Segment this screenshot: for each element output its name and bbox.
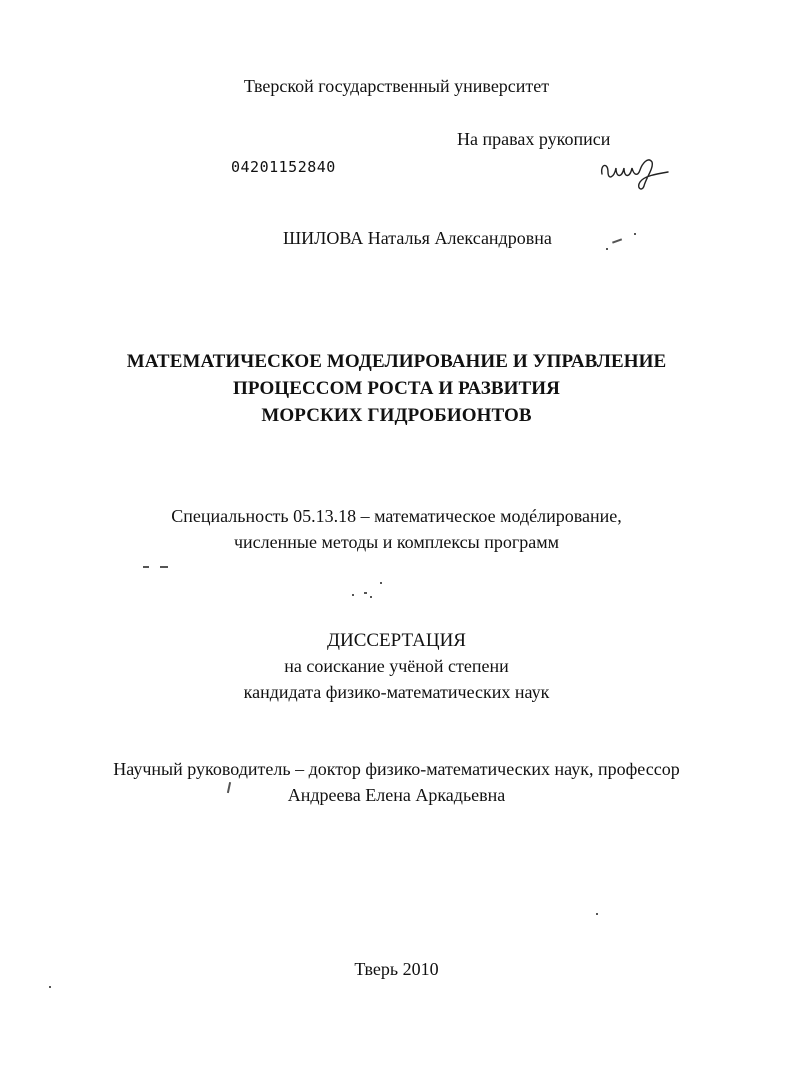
scan-speck: [160, 566, 168, 568]
supervisor-line-1: Научный руководитель – доктор физико-математических наук, профессор: [113, 759, 680, 779]
scan-speck: [380, 582, 382, 584]
scan-speck: [596, 913, 598, 915]
author-signature: [596, 152, 676, 192]
specialty-line-1: Специальность 05.13.18 – математическое модéлирование,: [171, 506, 622, 526]
scan-speck: [143, 566, 149, 568]
city-year: Тверь 2010: [354, 959, 439, 979]
thesis-title-line-1: МАТЕМАТИЧЕСКОЕ МОДЕЛИРОВАНИЕ И УПРАВЛЕНИЕ: [126, 351, 667, 372]
university-name: Тверской государственный университет: [243, 76, 550, 96]
thesis-title-line-2: ПРОЦЕССОМ РОСТА И РАЗВИТИЯ: [232, 378, 561, 399]
scan-speck: [364, 592, 367, 594]
rights-note: На правах рукописи: [457, 129, 611, 149]
author-name: ШИЛОВА Наталья Александровна: [283, 228, 552, 248]
degree-line-1: на соискание учёной степени: [284, 656, 509, 676]
scan-speck: [352, 594, 354, 596]
scan-speck: [634, 233, 636, 235]
registration-number: 04201152840: [231, 158, 336, 176]
scan-speck: [370, 596, 372, 598]
thesis-title-line-3: МОРСКИХ ГИДРОБИОНТОВ: [261, 405, 532, 426]
degree-line-2: кандидата физико-математических наук: [243, 682, 550, 702]
dissertation-heading: ДИССЕРТАЦИЯ: [327, 630, 466, 651]
supervisor-name: Андреева Елена Аркадьевна: [287, 785, 506, 805]
scan-speck: [612, 238, 622, 243]
scan-speck: [49, 986, 51, 988]
scan-speck: [606, 248, 608, 250]
specialty-line-2: численные методы и комплексы программ: [233, 532, 560, 552]
